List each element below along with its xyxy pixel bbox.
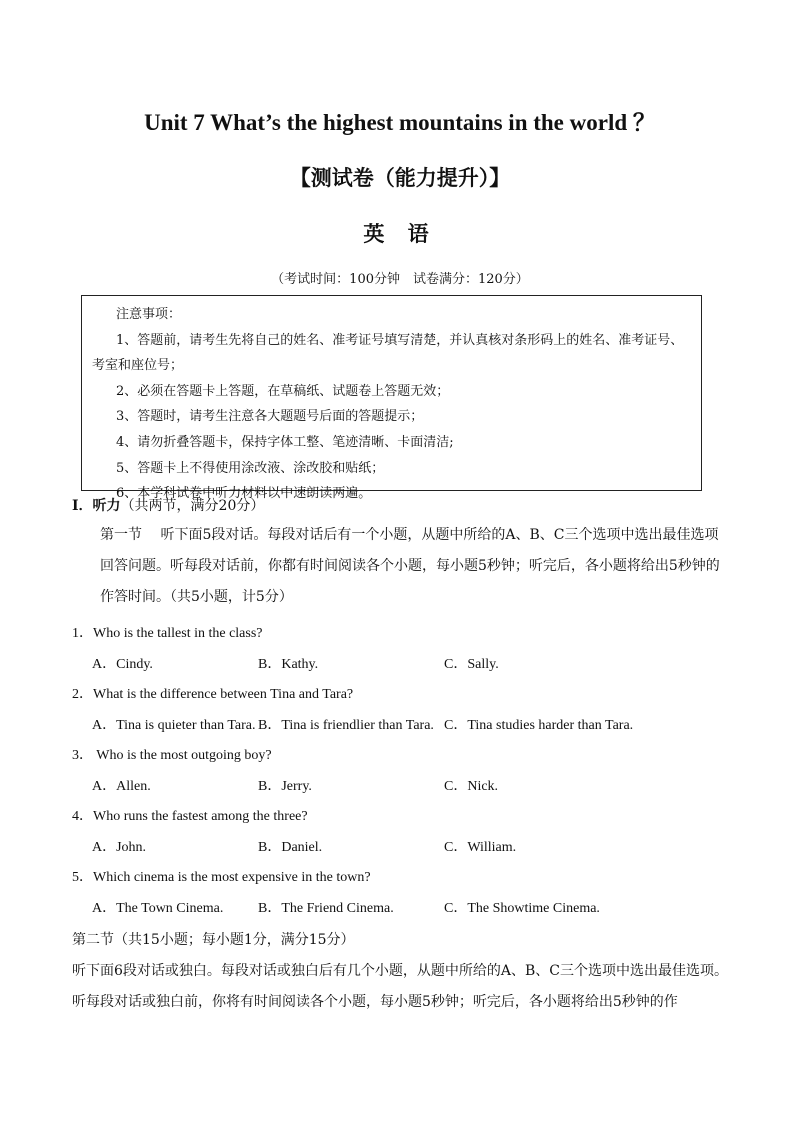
option-a: A．John. — [92, 840, 147, 855]
notice-item: 2、必须在答题卡上答题，在草稿纸、试题卷上答题无效； — [116, 383, 450, 399]
question-4: 4．Who runs the fastest among the three? — [72, 809, 308, 824]
part1-instructions — [72, 520, 728, 613]
page-title: Unit 7 What’s the highest mountains in the world ？ — [144, 110, 656, 135]
part1-text: 第一节 听下面5段对话。每段对话后有一个小题，从题中所给的A、B、C三个选项中选出最佳选项回答问题。听每段对话前，你都有时间阅读各个小题，每小题5秒钟；听完后，各小题将给出5秒钟的作答时间。（共5小题，计5分） — [100, 527, 720, 605]
question-5: 5．Which cinema is the most expensive in the town? — [72, 870, 371, 885]
option-a: A．Cindy. — [92, 657, 153, 672]
notice-heading: 注意事项： — [116, 307, 182, 322]
option-b: B．Kathy. — [258, 657, 319, 672]
option-c: C．The Showtime Cinema. — [444, 901, 600, 916]
option-c: C．Sally. — [444, 657, 499, 672]
section-number: I．听力 — [72, 498, 121, 514]
question-3: 3． Who is the most outgoing boy? — [72, 748, 272, 763]
test-subtitle: 【测试卷（能力提升）】 — [289, 165, 511, 190]
notice-item: 1、答题前，请考生先将自己的姓名、准考证号填写清楚，并认真核对条形码上的姓名、准考证号、考室和座位号； — [92, 332, 684, 374]
notice-item: 6、本学科试卷中听力材料以中速朗读两遍。 — [116, 486, 372, 502]
option-b: B．Daniel. — [258, 840, 323, 855]
option-a: A．Tina is quieter than Tara. — [92, 718, 256, 733]
notice-item: 5、答题卡上不得使用涂改液、涂改胶和贴纸； — [116, 460, 385, 476]
notice-item: 4、请勿折叠答题卡，保持字体工整、笔迹清晰、卡面清洁; — [116, 434, 454, 450]
section-rest: （共两节，满分20分） — [120, 498, 265, 514]
section-heading — [72, 495, 264, 515]
subject-heading: 英 语 — [363, 221, 437, 246]
option-b: B．Jerry. — [258, 779, 312, 794]
question-2: 2．What is the difference between Tina and Tara? — [72, 687, 354, 702]
part2-text: 听下面6段对话或独白。每段对话或独白后有几个小题，从题中所给的A、B、C三个选项中选出最佳选项。听每段对话或独白前，你将有时间阅读各个小题，每小题5秒钟；听完后，各小题将给出5秒钟的作 — [72, 963, 729, 1010]
option-c: C．William. — [444, 840, 517, 855]
option-a: A．The Town Cinema. — [92, 901, 224, 916]
notice-box — [81, 295, 702, 502]
question-1: 1．Who is the tallest in the class? — [72, 626, 263, 641]
part2-heading: 第二节（共15小题；每小题1分，满分15分） — [72, 932, 355, 948]
option-c: C．Nick. — [444, 779, 499, 794]
option-b: B．Tina is friendlier than Tara. — [258, 718, 434, 733]
option-c: C．Tina studies harder than Tara. — [444, 718, 634, 733]
option-b: B．The Friend Cinema. — [258, 901, 394, 916]
notice-item: 3、答题时，请考生注意各大题题号后面的答题提示； — [116, 409, 424, 425]
exam-info: （考试时间：100分钟 试卷满分：120分） — [271, 272, 529, 287]
option-a: A．Allen. — [92, 779, 151, 794]
